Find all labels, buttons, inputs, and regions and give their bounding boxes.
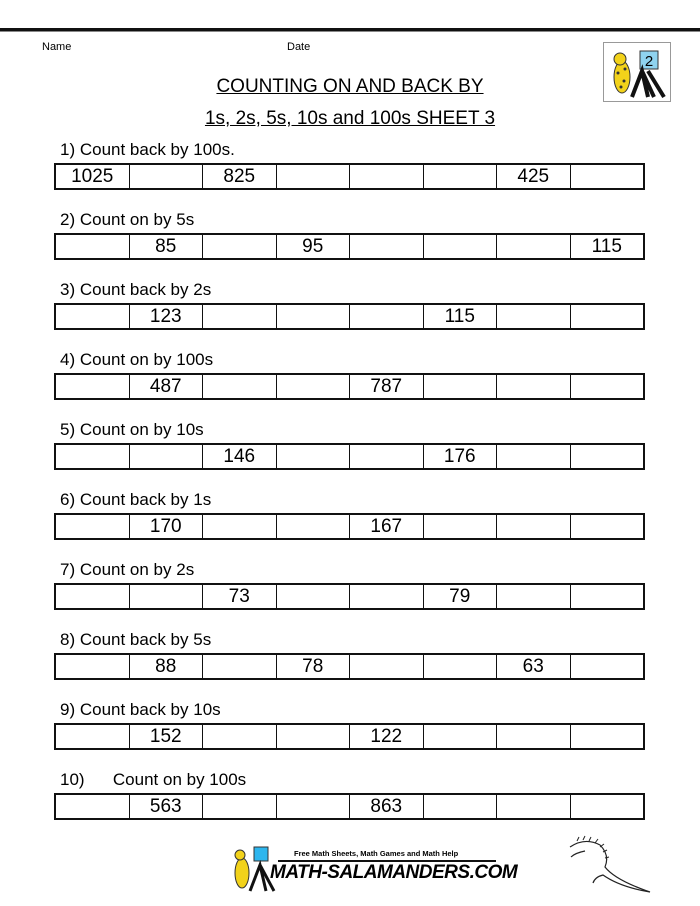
blank-answer-cell[interactable] xyxy=(277,445,351,468)
question-label: 1) Count back by 100s. xyxy=(60,140,235,159)
question-label: 5) Count on by 10s xyxy=(60,420,204,439)
given-number-cell: 152 xyxy=(130,725,204,748)
question-label: 4) Count on by 100s xyxy=(60,350,214,369)
blank-answer-cell[interactable] xyxy=(130,445,204,468)
given-number-cell: 146 xyxy=(203,445,277,468)
given-number-cell: 88 xyxy=(130,655,204,678)
blank-answer-cell[interactable] xyxy=(130,585,204,608)
given-number-cell: 176 xyxy=(424,445,498,468)
top-rule xyxy=(0,28,700,32)
logo-number: 2 xyxy=(644,53,654,70)
title-line-1: COUNTING ON AND BACK BY xyxy=(216,76,484,97)
given-number-cell: 1025 xyxy=(56,165,130,188)
blank-answer-cell[interactable] xyxy=(56,585,130,608)
blank-answer-cell[interactable] xyxy=(424,515,498,538)
blank-answer-cell[interactable] xyxy=(277,585,351,608)
question-label: 3) Count back by 2s xyxy=(60,280,212,299)
blank-answer-cell[interactable] xyxy=(130,165,204,188)
blank-answer-cell[interactable] xyxy=(56,305,130,328)
blank-answer-cell[interactable] xyxy=(56,795,130,818)
blank-answer-cell[interactable] xyxy=(497,375,571,398)
question-label: 9) Count back by 10s xyxy=(60,700,221,719)
title-line-2: 1s, 2s, 5s, 10s and 100s SHEET 3 xyxy=(204,108,496,129)
blank-answer-cell[interactable] xyxy=(497,305,571,328)
question-label: 7) Count on by 2s xyxy=(60,560,195,579)
blank-answer-cell[interactable] xyxy=(497,235,571,258)
number-sequence-row xyxy=(54,793,645,820)
given-number-cell: 85 xyxy=(130,235,204,258)
salamander-outline-icon xyxy=(565,835,655,895)
footer-tagline: Free Math Sheets, Math Games and Math Help xyxy=(294,849,459,858)
given-number-cell: 863 xyxy=(350,795,424,818)
given-number-cell: 787 xyxy=(350,375,424,398)
blank-answer-cell[interactable] xyxy=(424,235,498,258)
blank-answer-cell[interactable] xyxy=(571,305,644,328)
blank-answer-cell[interactable] xyxy=(277,515,351,538)
blank-answer-cell[interactable] xyxy=(571,725,644,748)
blank-answer-cell[interactable] xyxy=(203,375,277,398)
number-sequence-row xyxy=(54,163,645,190)
blank-answer-cell[interactable] xyxy=(203,515,277,538)
given-number-cell: 115 xyxy=(424,305,498,328)
blank-answer-cell[interactable] xyxy=(497,585,571,608)
blank-answer-cell[interactable] xyxy=(203,795,277,818)
given-number-cell: 95 xyxy=(277,235,351,258)
number-sequence-row xyxy=(54,583,645,610)
number-sequence-row xyxy=(54,513,645,540)
blank-answer-cell[interactable] xyxy=(350,165,424,188)
number-sequence-row xyxy=(54,233,645,260)
blank-answer-cell[interactable] xyxy=(571,165,644,188)
blank-answer-cell[interactable] xyxy=(203,725,277,748)
blank-answer-cell[interactable] xyxy=(571,585,644,608)
number-sequence-row xyxy=(54,653,645,680)
blank-answer-cell[interactable] xyxy=(424,725,498,748)
blank-answer-cell[interactable] xyxy=(277,725,351,748)
given-number-cell: 122 xyxy=(350,725,424,748)
blank-answer-cell[interactable] xyxy=(571,445,644,468)
given-number-cell: 167 xyxy=(350,515,424,538)
blank-answer-cell[interactable] xyxy=(350,235,424,258)
question-label: 8) Count back by 5s xyxy=(60,630,212,649)
blank-answer-cell[interactable] xyxy=(424,795,498,818)
blank-answer-cell[interactable] xyxy=(424,165,498,188)
blank-answer-cell[interactable] xyxy=(350,305,424,328)
blank-answer-cell[interactable] xyxy=(571,515,644,538)
given-number-cell: 79 xyxy=(424,585,498,608)
blank-answer-cell[interactable] xyxy=(56,515,130,538)
blank-answer-cell[interactable] xyxy=(56,655,130,678)
blank-answer-cell[interactable] xyxy=(350,445,424,468)
blank-answer-cell[interactable] xyxy=(424,375,498,398)
given-number-cell: 170 xyxy=(130,515,204,538)
footer-site-name: MATH-SALAMANDERS.COM xyxy=(270,862,518,883)
blank-answer-cell[interactable] xyxy=(277,375,351,398)
blank-answer-cell[interactable] xyxy=(56,375,130,398)
blank-answer-cell[interactable] xyxy=(277,165,351,188)
blank-answer-cell[interactable] xyxy=(571,655,644,678)
blank-answer-cell[interactable] xyxy=(56,235,130,258)
blank-answer-cell[interactable] xyxy=(571,795,644,818)
given-number-cell: 73 xyxy=(203,585,277,608)
blank-answer-cell[interactable] xyxy=(571,375,644,398)
blank-answer-cell[interactable] xyxy=(277,795,351,818)
question-label: 6) Count back by 1s xyxy=(60,490,212,509)
given-number-cell: 487 xyxy=(130,375,204,398)
blank-answer-cell[interactable] xyxy=(203,655,277,678)
blank-answer-cell[interactable] xyxy=(277,305,351,328)
number-sequence-row xyxy=(54,373,645,400)
blank-answer-cell[interactable] xyxy=(497,515,571,538)
salamander-drawing xyxy=(565,835,655,899)
blank-answer-cell[interactable] xyxy=(497,725,571,748)
given-number-cell: 63 xyxy=(497,655,571,678)
blank-answer-cell[interactable] xyxy=(497,445,571,468)
date-label: Date xyxy=(287,41,311,53)
question-label: 10) Count on by 100s xyxy=(60,770,247,789)
name-label: Name xyxy=(42,41,72,53)
blank-answer-cell[interactable] xyxy=(56,725,130,748)
blank-answer-cell[interactable] xyxy=(350,585,424,608)
blank-answer-cell[interactable] xyxy=(203,305,277,328)
given-number-cell: 425 xyxy=(497,165,571,188)
given-number-cell: 563 xyxy=(130,795,204,818)
given-number-cell: 123 xyxy=(130,305,204,328)
blank-answer-cell[interactable] xyxy=(424,655,498,678)
given-number-cell: 115 xyxy=(591,236,622,257)
blank-answer-cell[interactable] xyxy=(497,795,571,818)
blank-answer-cell[interactable] xyxy=(56,445,130,468)
blank-answer-cell[interactable] xyxy=(350,655,424,678)
given-number-cell: 78 xyxy=(277,655,351,678)
blank-answer-cell[interactable] xyxy=(203,235,277,258)
given-number-cell: 825 xyxy=(203,165,277,188)
number-sequence-row xyxy=(54,723,645,750)
number-sequence-row xyxy=(54,443,645,470)
question-label: 2) Count on by 5s xyxy=(60,210,195,229)
number-sequence-row xyxy=(54,303,645,330)
